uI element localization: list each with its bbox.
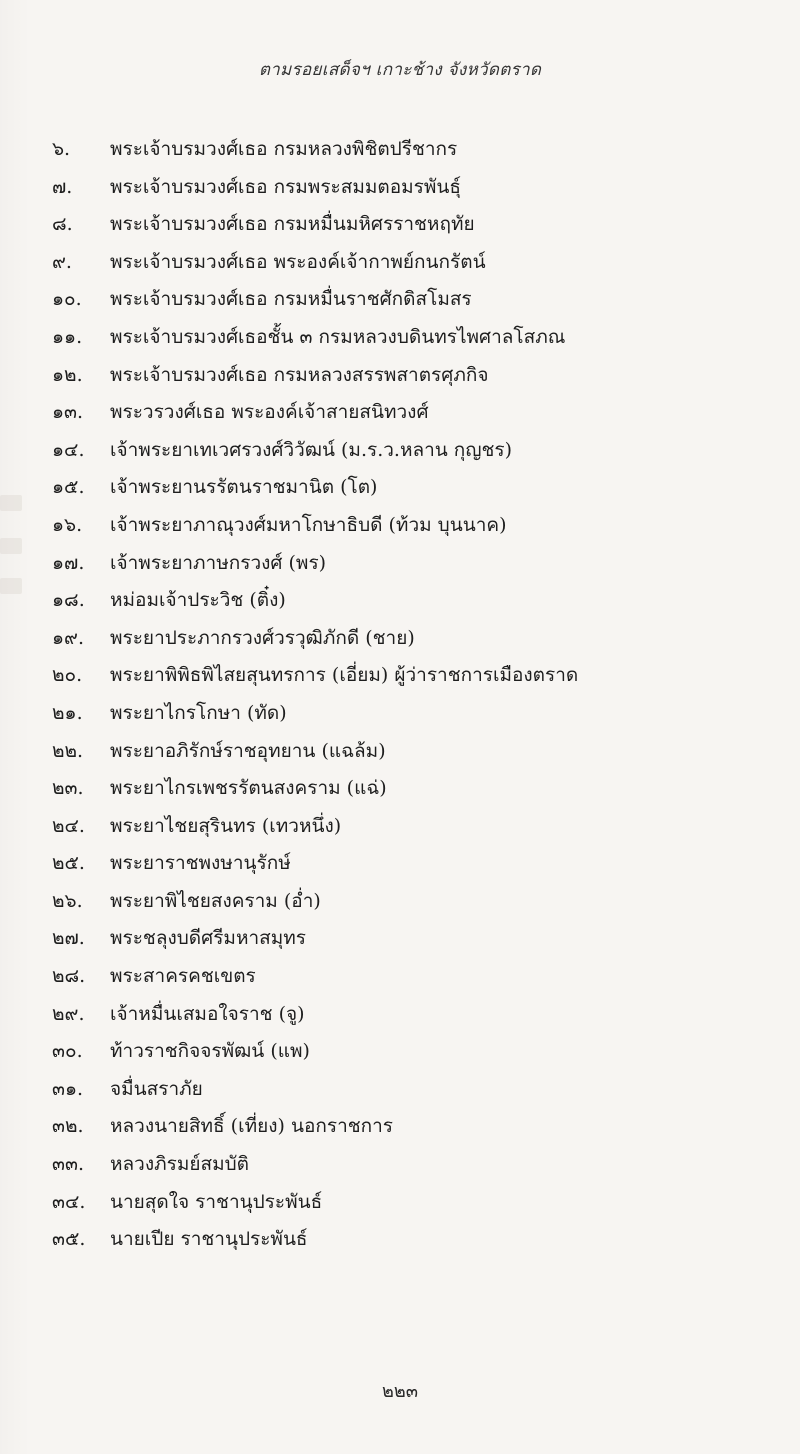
running-header: ตามรอยเสด็จฯ เกาะช้าง จังหวัดตราด — [258, 60, 542, 80]
item-name: พระยาไกรเพชรรัตนสงคราม (แฉ่) — [110, 777, 387, 800]
list-item — [52, 808, 772, 846]
item-number: ๒๘. — [52, 965, 86, 988]
list-item — [52, 845, 772, 883]
item-name: จมื่นสราภัย — [110, 1077, 203, 1100]
item-name: พระวรวงศ์เธอ พระองค์เจ้าสายสนิทวงศ์ — [110, 401, 429, 424]
item-number: ๑๖. — [52, 513, 83, 536]
item-number: ๒๐. — [52, 664, 83, 687]
item-name: พระเจ้าบรมวงศ์เธอ กรมหมื่นมหิศรราชหฤทัย — [110, 213, 475, 236]
list-item — [52, 545, 772, 583]
list-item — [52, 1221, 772, 1259]
item-number: ๑๗. — [52, 551, 85, 574]
item-number: ๒๒. — [52, 739, 84, 762]
page-number: ๒๒๓ — [381, 1381, 419, 1402]
list-item — [52, 883, 772, 921]
item-number: ๓๐. — [52, 1040, 83, 1063]
item-name: หลวงนายสิทธิ์ (เที่ยง) นอกราชการ — [110, 1115, 394, 1138]
item-number: ๒๔. — [52, 814, 85, 837]
list-item — [52, 169, 772, 207]
bleed-through-mark — [0, 495, 22, 511]
list-item — [52, 131, 772, 169]
item-number: ๓๓. — [52, 1153, 85, 1176]
list-item — [52, 357, 772, 395]
list-item — [52, 432, 772, 470]
item-number: ๑๐. — [52, 288, 82, 311]
item-number: ๖. — [52, 138, 71, 160]
item-number: ๑๒. — [52, 363, 83, 386]
list-item — [52, 507, 772, 545]
item-number: ๓๑. — [52, 1077, 84, 1100]
item-number: ๑๙. — [52, 626, 85, 649]
list-item — [52, 770, 772, 808]
item-number: ๓๕. — [52, 1228, 86, 1251]
item-name: นายสุดใจ ราชานุประพันธ์ — [110, 1190, 323, 1213]
list-item — [52, 244, 772, 282]
item-number: ๒๕. — [52, 852, 85, 875]
name-list — [52, 131, 772, 1259]
list-item — [52, 582, 772, 620]
item-name: พระเจ้าบรมวงศ์เธอชั้น ๓ กรมหลวงบดินทรไพศาลโสภณ — [110, 325, 566, 348]
item-name: ท้าวราชกิจจรพัฒน์ (แพ) — [110, 1040, 310, 1063]
item-number: ๙. — [52, 250, 72, 273]
item-name: พระยาประภากรวงศ์วรวุฒิภักดี (ชาย) — [110, 626, 415, 649]
list-item — [52, 920, 772, 958]
list-item — [52, 958, 772, 996]
item-number: ๑๔. — [52, 438, 85, 461]
item-name: พระเจ้าบรมวงศ์เธอ พระองค์เจ้ากาพย์กนกรัตน์ — [110, 250, 486, 273]
list-item — [52, 996, 772, 1034]
item-name: หม่อมเจ้าประวิช (ติ๋ง) — [110, 589, 286, 612]
item-number: ๓๒. — [52, 1115, 84, 1138]
list-item — [52, 281, 772, 319]
list-item — [52, 733, 772, 771]
list-item — [52, 1184, 772, 1222]
item-name: พระยาราชพงษานุรักษ์ — [110, 852, 291, 875]
item-name: พระเจ้าบรมวงศ์เธอ กรมหลวงพิชิตปรีชากร — [110, 138, 458, 160]
item-number: ๑๕. — [52, 476, 85, 499]
list-item — [52, 657, 772, 695]
item-name: พระเจ้าบรมวงศ์เธอ กรมพระสมมตอมรพันธุ์ — [110, 175, 461, 198]
item-name: เจ้าพระยาภาษกรวงศ์ (พร) — [110, 551, 327, 574]
item-number: ๒๙. — [52, 1002, 85, 1025]
item-name: พระสาครคชเขตร — [110, 965, 256, 988]
item-number: ๘. — [52, 213, 73, 236]
bleed-through-mark — [0, 538, 22, 554]
list-item — [52, 1146, 772, 1184]
item-name: เจ้าหมื่นเสมอใจราช (จู) — [110, 1002, 305, 1025]
item-name: พระยาอภิรักษ์ราชอุทยาน (แฉล้ม) — [110, 739, 386, 762]
item-number: ๒๖. — [52, 889, 83, 912]
list-item — [52, 1071, 772, 1109]
item-number: ๒๗. — [52, 927, 85, 950]
item-name: นายเปีย ราชานุประพันธ์ — [110, 1228, 308, 1251]
list-item — [52, 1033, 772, 1071]
item-name: พระชลุงบดีศรีมหาสมุทร — [110, 927, 306, 950]
item-name: หลวงภิรมย์สมบัติ — [110, 1153, 250, 1176]
list-item — [52, 1108, 772, 1146]
item-number: ๑๓. — [52, 401, 84, 424]
item-number: ๒๓. — [52, 777, 84, 800]
item-name: พระยาไกรโกษา (ทัด) — [110, 701, 287, 724]
list-item — [52, 695, 772, 733]
item-name: พระยาพิพิธพิไสยสุนทรการ (เอี่ยม) ผู้ว่าราชการเมืองตราด — [110, 664, 579, 687]
bleed-through-mark — [0, 578, 22, 594]
list-item — [52, 620, 772, 658]
item-name: พระยาพิไชยสงคราม (อ่ำ) — [110, 889, 321, 912]
item-number: ๑๑. — [52, 325, 83, 348]
item-name: พระเจ้าบรมวงศ์เธอ กรมหมื่นราชศักดิสโมสร — [110, 288, 472, 311]
item-number: ๑๘. — [52, 589, 85, 612]
item-number: ๗. — [52, 175, 73, 198]
item-name: เจ้าพระยาเทเวศรวงศ์วิวัฒน์ (ม.ร.ว.หลาน กุญชร) — [110, 438, 513, 461]
item-name: เจ้าพระยาภาณุวงศ์มหาโกษาธิบดี (ท้วม บุนนาค) — [110, 513, 507, 536]
item-name: พระเจ้าบรมวงศ์เธอ กรมหลวงสรรพสาตรศุภกิจ — [110, 363, 489, 386]
list-item — [52, 319, 772, 357]
item-number: ๓๔. — [52, 1190, 86, 1213]
item-number: ๒๑. — [52, 701, 83, 724]
list-item — [52, 394, 772, 432]
list-item — [52, 469, 772, 507]
list-item — [52, 206, 772, 244]
item-name: พระยาไชยสุรินทร (เทวหนึ่ง) — [110, 814, 342, 837]
item-name: เจ้าพระยานรรัตนราชมานิต (โต) — [110, 476, 378, 499]
